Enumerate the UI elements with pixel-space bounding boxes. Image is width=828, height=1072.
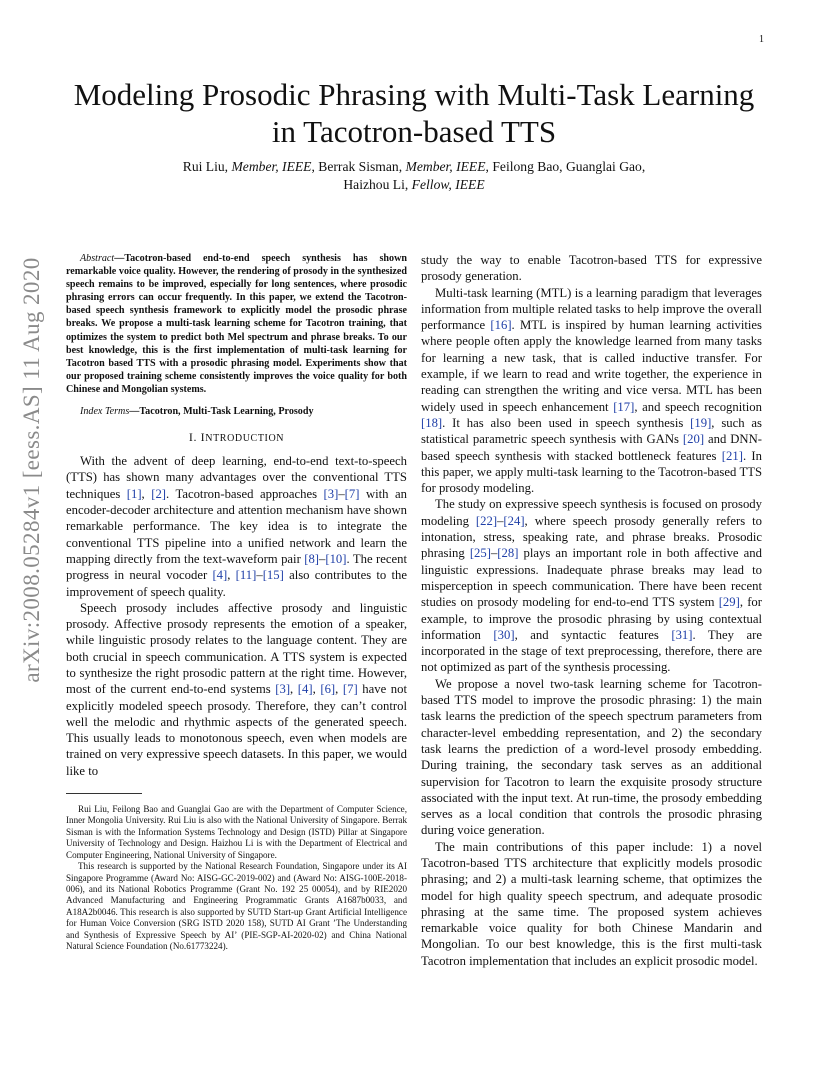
text-run: , such as statistical parametric speech synthesis with GANs [421, 415, 762, 447]
abstract [66, 252, 407, 396]
citation-link[interactable]: [25] [469, 546, 491, 561]
citation-link[interactable]: [17] [613, 399, 635, 414]
paragraph [66, 453, 407, 600]
arxiv-side-stamp [12, 257, 52, 683]
text-run: , and speech recognition [634, 399, 762, 414]
text-run: with an encoder-decoder architecture and attention mechanism have shown remarkable performance. The key idea is to integrate the conventional TTS pipeline into a unified network and learn the mapping directly from the text-waveform pair [66, 486, 407, 566]
text-run: have not explicitly modeled speech prosody. Therefore, they can’t control well the melodic and rhythmic aspects of the generated speech. This usually leads to monotonous speech, even when models are trained on very expressive speech datasets. In this paper, we would like to [66, 682, 407, 778]
citation-link[interactable]: [4] [297, 682, 313, 697]
citation-link[interactable]: [24] [503, 513, 525, 528]
paper-title: Modeling Prosodic Phrasing with Multi-Task Learning in Tacotron-based TTS [73, 77, 755, 149]
index-terms-label: Index Terms [80, 406, 130, 418]
citation-link[interactable]: [29] [718, 595, 740, 610]
right-column [421, 252, 762, 969]
footnote-rule [66, 793, 142, 794]
paragraph: study the way to enable Tacotron-based TTS for expressive prosody generation. [421, 253, 762, 284]
footnote: This research is supported by the National Research Foundation, Singapore under its AI Singapore Programme (Award No: AISG-GC-2019-002) and (Award No: AISG-100E-2018-006), and its National Robotics Programme (Grant No. 192 25 00054), and by RIE2020 Advanced Manufacturing and Engineering Programmatic Grants A1687b0033, and A18A2b0046. This research is also supported by SUTD Start-up Grant Artificial Intelligence for Human Voice Conversion (SRG ISTD 2020 158), SUTD AI Grant ’The Understanding and Synthesis of Expressive Speech by AI’ (PIE-SGP-AI-2020-02) and China National Natural Science Foundation (No.61773224). [66, 861, 407, 951]
section-initial: I [200, 430, 206, 445]
text-run: , [335, 682, 343, 697]
footnote: Rui Liu, Feilong Bao and Guanglai Gao are with the Department of Computer Science, Inner Mongolia University. Rui Liu is also with the National University of Singapore. Berrak Sisman is with the Information Systems Technology and Design (ISTD) Pillar at Singapore University of Technology and Design. Haizhou Li is with the Department of Electrical and Computer Engineering, National University of Singapore. [66, 804, 407, 860]
text-run: . They are incorporated in the stage of text preprocessing, therefore, there are not optimized as part of the synthesis processing. [421, 627, 763, 675]
citation-link[interactable]: [7] [344, 486, 360, 501]
text-run: . MTL is inspired by human learning activities where people often apply the knowledge learned from many tasks for learning a new task, that is called inductive transfer. For example, if we learn to read and write together, the experience in reading can strengthen the writing and vice versa. MTL has been widely used in speech enhancement [421, 318, 762, 414]
text-run: The study on expressive speech synthesis is focused on prosody modeling [421, 497, 762, 528]
page-number: 1 [759, 34, 764, 45]
abstract-text: —Tacotron-based end-to-end speech synthesis has shown remarkable voice quality. However, the rendering of prosody in the synthesized speech remains to be improved, especially for long sentences, where prosodic phrasing errors can occur frequently. In this paper, we extend the Tacotron-based speech synthesis framework to explicitly model the prosodic phrase breaks. We propose a multi-task learning scheme for Tacotron training, that optimizes the system to predict both Mel spectrum and phrase breaks. To our best knowledge, this is the first implementation of multi-task learning for Tacotron based TTS with a prosodic phrasing model. Experiments show that our proposed training scheme consistently improves the voice quality for both Chinese and Mongolian systems. [66, 253, 407, 395]
author-text: , Feilong Bao, Guanglai Gao, [485, 159, 646, 174]
citation-link[interactable]: [11] [235, 568, 257, 583]
text-run: . The recent progress in neural vocoder [66, 551, 407, 583]
section-heading-introduction [66, 430, 407, 445]
citation-link[interactable]: [18] [421, 415, 443, 430]
text-run: – [338, 486, 345, 501]
author-text: Haizhou Li, [343, 177, 412, 192]
paragraph [421, 496, 762, 675]
citation-link[interactable]: [2] [151, 486, 167, 501]
text-run: , [141, 486, 152, 501]
text-run: also contributes to the improvement of speech quality. [66, 568, 408, 599]
text-run: Multi-task learning (MTL) is a learning paradigm that leverages information from multiple related tasks to help improve the overall performance [421, 285, 762, 333]
text-run: . In this paper, we apply multi-task learning to the Tacotron-based TTS for prosody modeling. [421, 448, 763, 496]
text-run: With the advent of deep learning, end-to-end text-to-speech (TTS) has shown many advantages over the conventional TTS techniques [66, 454, 407, 501]
text-run: , where speech prosody generally refers to intonation, stress, speaking rate, and phrase breaks. Prosodic phrasing [421, 513, 762, 561]
text-run: – [497, 513, 504, 528]
text-run: – [319, 551, 326, 566]
citation-link[interactable]: [6] [320, 682, 336, 697]
citation-link[interactable]: [10] [325, 551, 347, 566]
citation-link[interactable]: [28] [497, 546, 519, 561]
author-text: Rui Liu, [182, 159, 232, 174]
author-role: Member, IEEE [405, 159, 486, 174]
citation-link[interactable]: [16] [490, 318, 512, 333]
text-run: – [256, 568, 263, 583]
text-run: , [312, 682, 321, 697]
citation-link[interactable]: [8] [304, 551, 320, 566]
citation-link[interactable]: [30] [493, 627, 515, 642]
author-list [80, 158, 748, 194]
abstract-label: Abstract [80, 253, 115, 264]
text-run: , for example, to improve the prosodic phrasing by using contextual information [421, 595, 762, 642]
text-run: , and syntactic features [514, 627, 672, 642]
text-run: and DNN-based speech synthesis with stacked bottleneck features [421, 432, 762, 463]
citation-link[interactable]: [3] [275, 682, 291, 697]
paragraph: We propose a novel two-task learning scheme for Tacotron-based TTS model to improve the prosodic phrasing: 1) the main task learns the prediction of the speech spectrum parameters from character-level embedding representation, and 2) the secondary task learns the prediction of a word-level prosody embedding. During training, the secondary task serves as an additional supervision for Tacotron to learn the exquisite prosody structure associated with the input text. At run-time, the prosody embedding serves as a local condition that controls the prosodic phrasing during voice generation. [421, 676, 762, 838]
citation-link[interactable]: [15] [262, 568, 284, 583]
text-run: . Tacotron-based approaches [166, 486, 324, 501]
author-role: Fellow, IEEE [411, 177, 485, 192]
paragraph: The main contributions of this paper include: 1) a novel Tacotron-based TTS architecture that explicitly models prosodic phrasing; and 2) a multi-task learning scheme, that optimizes the model for high quality speech spectrum, and adequate prosodic phrasing at the same time. The proposed system achieves remarkable voice quality for both Chinese Mandarin and Mongolian. To our best knowledge, this is the first multi-task Tacotron implementation that includes an explicit prosodic model. [421, 839, 762, 968]
text-run: , [290, 682, 298, 697]
section-numeral: I. [188, 430, 201, 445]
author-text: , Berrak Sisman, [311, 159, 406, 174]
text-run: – [490, 546, 498, 561]
index-terms [66, 405, 407, 418]
citation-link[interactable]: [31] [671, 627, 693, 642]
citation-link[interactable]: [1] [126, 486, 142, 501]
text-run: plays an important role in both affective and linguistic expressions. Inadequate phrase breaks may lead to misperception in speech communication. There have been recent studies on prosody modeling for end-to-end TTS system [421, 546, 762, 610]
citation-link[interactable]: [22] [475, 513, 498, 528]
citation-link[interactable]: [4] [212, 568, 228, 583]
section-title-rest: NTRODUCTION [205, 433, 285, 445]
paragraph [66, 600, 407, 779]
left-column [66, 252, 407, 952]
text-run: , [227, 568, 236, 583]
text-run: . It has also been used in speech synthesis [442, 415, 691, 430]
arxiv-identifier: arXiv:2008.05284v1 [eess.AS] 11 Aug 2020 [19, 257, 44, 683]
citation-link[interactable]: [7] [342, 682, 358, 697]
citation-link[interactable]: [20] [682, 432, 705, 447]
text-run: Speech prosody includes affective prosody and linguistic prosody. Affective prosody represents the emotion of a speaker, while linguistic prosody relates to the language content. They are both crucial in speech communication. A TTS system is expected to synthesize the right prosodic pattern at the right time. However, most of the current end-to-end systems [66, 600, 407, 697]
index-terms-text: —Tacotron, Multi-Task Learning, Prosody [129, 406, 314, 418]
citation-link[interactable]: [21] [721, 448, 743, 463]
citation-link[interactable]: [3] [323, 486, 339, 501]
paragraph [421, 285, 762, 497]
author-role: Member, IEEE [231, 159, 312, 174]
citation-link[interactable]: [19] [690, 415, 712, 430]
